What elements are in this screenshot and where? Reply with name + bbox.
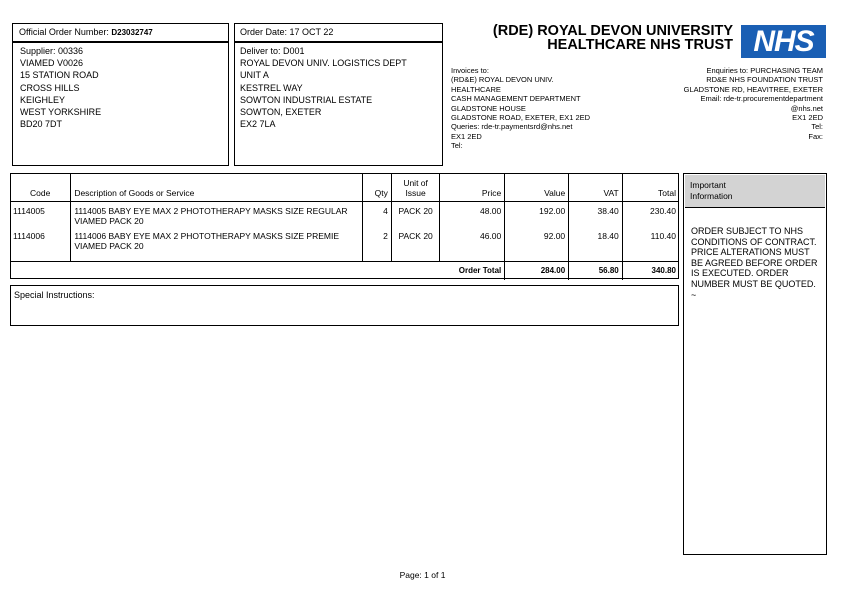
- row-description: 1114005 BABY EYE MAX 2 PHOTOTHERAPY MASKS SIZE REGULAR VIAMED PACK 20: [71, 202, 363, 229]
- table-row: [10, 229, 679, 262]
- enquiries-line: @nhs.net: [790, 103, 823, 113]
- important-info-header: [685, 175, 825, 208]
- supplier-box: [12, 42, 229, 166]
- nhs-logo: NHS: [741, 25, 826, 58]
- invoice-address: [451, 66, 590, 151]
- row-value: 192.00: [505, 202, 569, 229]
- important-title-line1: Important: [690, 180, 726, 190]
- items-table: [10, 173, 679, 280]
- supplier-address-line: 15 STATION ROAD: [20, 70, 99, 81]
- order-number-label: Official Order Number:: [19, 27, 109, 37]
- org-title-line2: HEALTHCARE NHS TRUST: [547, 37, 733, 53]
- enquiries-line: GLADSTONE RD, HEAVITREE, EXETER: [683, 84, 823, 94]
- delivery-address-line: SOWTON INDUSTRIAL ESTATE: [240, 94, 373, 105]
- enquiries-line: EX1 2ED: [792, 113, 823, 123]
- row-qty: 4: [363, 202, 392, 229]
- enquiries-info: [600, 66, 823, 141]
- special-instructions-box: [10, 285, 679, 326]
- invoice-address-line: CASH MANAGEMENT DEPARTMENT: [451, 94, 581, 104]
- important-title-line2: Information: [690, 191, 733, 201]
- header-unit: Unit of Issue: [391, 173, 439, 202]
- supplier-address-line: BD20 7DT: [20, 119, 63, 130]
- order-total-value: 284.00: [505, 262, 569, 280]
- enquiries-line: Tel:: [811, 122, 823, 132]
- row-unit: PACK 20: [391, 202, 439, 229]
- invoice-address-line: Invoices to:: [451, 66, 489, 75]
- delivery-address-line: SOWTON, EXETER: [240, 107, 322, 118]
- order-number-value: D23032747: [111, 28, 153, 37]
- page-number: Page: 1 of 1: [399, 570, 446, 580]
- org-title-line1: (RDE) ROYAL DEVON UNIVERSITY: [492, 23, 733, 39]
- special-instructions-label: Special Instructions:: [14, 290, 95, 300]
- header-value: Value: [505, 173, 569, 202]
- header-price: Price: [440, 173, 505, 202]
- order-total-vat: 56.80: [569, 262, 623, 280]
- delivery-address-line: UNIT A: [240, 70, 269, 81]
- row-total: 230.40: [622, 202, 679, 229]
- delivery-address-line: EX2 7LA: [240, 119, 276, 130]
- row-vat: 18.40: [569, 229, 623, 262]
- delivery-address-line: ROYAL DEVON UNIV. LOGISTICS DEPT: [240, 58, 407, 69]
- invoice-address-line: (RD&E) ROYAL DEVON UNIV.: [451, 75, 554, 85]
- invoice-address-line: GLADSTONE ROAD, EXETER, EX1 2ED: [451, 113, 591, 123]
- row-value: 92.00: [505, 229, 569, 262]
- header-total: Total: [622, 173, 679, 202]
- table-header-row: [10, 173, 679, 202]
- supplier-address-line: CROSS HILLS: [20, 82, 80, 93]
- delivery-address-line: Deliver to: D001: [240, 46, 305, 56]
- org-title: [452, 24, 733, 52]
- invoice-address-line: EX1 2ED: [451, 131, 482, 141]
- row-vat: 38.40: [569, 202, 623, 229]
- supplier-address-line: WEST YORKSHIRE: [20, 107, 102, 118]
- row-unit: PACK 20: [391, 229, 439, 262]
- enquiries-line: Email: rde-tr.procurementdepartment: [700, 94, 823, 104]
- enquiries-line: Enquiries to: PURCHASING TEAM: [706, 66, 823, 75]
- invoice-address-line: Queries: rde-tr.paymentsrd@nhs.net: [451, 122, 573, 132]
- enquiries-line: RD&E NHS FOUNDATION TRUST: [706, 75, 823, 85]
- row-code: 1114005: [13, 206, 45, 216]
- order-total-label: Order Total: [458, 266, 502, 276]
- delivery-address: [240, 45, 407, 130]
- order-total-row: [10, 262, 679, 280]
- invoice-address-line: HEALTHCARE: [451, 84, 501, 94]
- delivery-address-line: KESTREL WAY: [240, 82, 303, 93]
- supplier-address: [20, 45, 101, 130]
- enquiries-line: Fax:: [808, 131, 823, 141]
- supplier-address-line: Supplier: 00336: [20, 46, 84, 56]
- row-price: 46.00: [440, 229, 505, 262]
- important-info-text: ORDER SUBJECT TO NHS CONDITIONS OF CONTRACT. PRICE ALTERATIONS MUST BE AGREED BEFORE ORDER IS EXECUTED. ORDER NUMBER MUST BE QUOTED. ~: [691, 226, 818, 300]
- table-row: [10, 202, 679, 229]
- row-qty: 2: [363, 229, 392, 262]
- order-date-box: [234, 23, 443, 42]
- order-total-total: 340.80: [622, 262, 679, 280]
- header-vat: VAT: [569, 173, 623, 202]
- row-price: 48.00: [440, 202, 505, 229]
- order-date: Order Date: 17 OCT 22: [240, 27, 334, 37]
- supplier-address-line: VIAMED V0026: [20, 58, 84, 69]
- header-code: Code: [10, 173, 71, 202]
- supplier-address-line: KEIGHLEY: [20, 94, 66, 105]
- header-description: Description of Goods or Service: [71, 173, 363, 202]
- deliver-to-box: [234, 42, 443, 166]
- row-total: 110.40: [622, 229, 679, 262]
- header-qty: Qty: [363, 173, 392, 202]
- row-description: 1114006 BABY EYE MAX 2 PHOTOTHERAPY MASKS SIZE PREMIE VIAMED PACK 20: [71, 229, 363, 262]
- invoice-address-line: Tel:: [451, 141, 463, 151]
- invoice-address-line: GLADSTONE HOUSE: [451, 103, 526, 113]
- order-number-box: [12, 23, 229, 42]
- row-code: 1114006: [13, 230, 45, 241]
